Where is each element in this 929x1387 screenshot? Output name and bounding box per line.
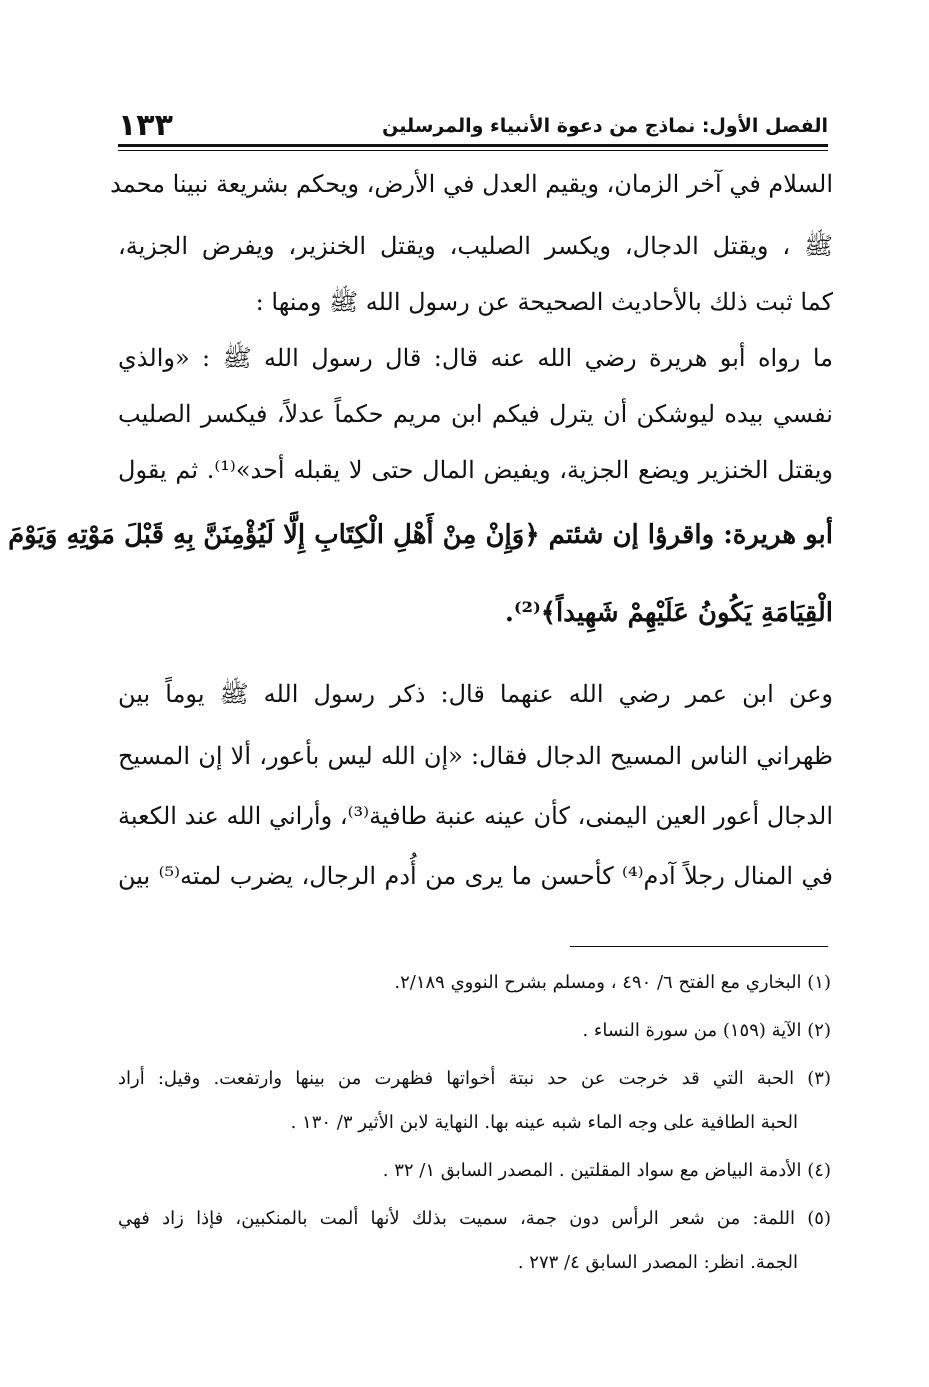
footnote: (٢) الآية (١٥٩) من سورة النساء . xyxy=(582,1020,831,1041)
footnote-continuation: الحبة الطافية على وجه الماء شبه عينه بها. النهاية لابن الأثير ٣/ ١٣٠ . xyxy=(290,1112,798,1133)
footnote: (٣) الحبة التي قد خرجت عن حد نبتة أخواتها فظهرت من بينها وارتفعت. وقيل: أراد xyxy=(118,1068,831,1089)
text-line: كما ثبت ذلك بالأحاديث الصحيحة عن رسول الله ﷺ ومنها : xyxy=(255,288,833,316)
text-line: ما رواه أبو هريرة رضي الله عنه قال: قال رسول الله ﷺ : «والذي xyxy=(118,344,833,372)
footnote: (١) البخاري مع الفتح ٦/ ٤٩٠ ، ومسلم بشرح النووي ٢/١٨٩. xyxy=(394,972,831,993)
quran-verse-line: الْقِيَامَةِ يَكُونُ عَلَيْهِمْ شَهِيداً﴾⁽²⁾. xyxy=(504,598,833,628)
text-line: الدجال أعور العين اليمنى، كأن عينه عنبة طافية⁽³⁾، وأراني الله عند الكعبة xyxy=(118,802,833,830)
text-line: في المنال رجلاً آدم⁽⁴⁾ كأحسن ما يرى من أُدم الرجال، يضرب لمته⁽⁵⁾ بين xyxy=(118,862,833,890)
text-line: ﷺ ، ويقتل الدجال، ويكسر الصليب، ويقتل الخنزير، ويفرض الجزية، xyxy=(118,232,833,260)
footnote: (٥) اللمة: من شعر الرأس دون جمة، سميت بذلك لأنها ألمت بالمنكبين، فإذا زاد فهي xyxy=(118,1208,831,1229)
text-line: وعن ابن عمر رضي الله عنهما قال: ذكر رسول الله ﷺ يوماً بين xyxy=(118,680,833,708)
text-line: ويقتل الخنزير ويضع الجزية، ويفيض المال حتى لا يقبله أحد»⁽¹⁾. ثم يقول xyxy=(118,456,834,484)
footnote-continuation: الجمة. انظر: المصدر السابق ٤/ ٢٧٣ . xyxy=(517,1252,798,1273)
header-rule-thick xyxy=(118,144,828,147)
text-line: ظهراني الناس المسيح الدجال فقال: «إن الله ليس بأعور، ألا إن المسيح xyxy=(118,742,833,770)
page-header xyxy=(118,108,828,148)
footnote-separator xyxy=(570,946,828,947)
chapter-title: الفصل الأول: نماذج من دعوة الأنبياء والمرسلين xyxy=(382,115,828,137)
quran-verse-line: أبو هريرة: واقرؤا إن شئتم ﴿وَإِنْ مِنْ أَهْلِ الْكِتَابِ إِلَّا لَيُؤْمِنَنَّ بِهِ قَبْلَ مَوْتِهِ وَيَوْمَ xyxy=(8,520,833,550)
header-rule-thin xyxy=(118,150,828,151)
footnote: (٤) الأدمة البياض مع سواد المقلتين . المصدر السابق ١/ ٣٢ . xyxy=(382,1160,831,1181)
page-number: ١٣٣ xyxy=(118,108,173,143)
text-line: نفسي بيده ليوشكن أن يترل فيكم ابن مريم حكماً عدلاً، فيكسر الصليب xyxy=(118,400,833,428)
text-line: السلام في آخر الزمان، ويقيم العدل في الأرض، ويحكم بشريعة نبينا محمد xyxy=(110,170,833,198)
